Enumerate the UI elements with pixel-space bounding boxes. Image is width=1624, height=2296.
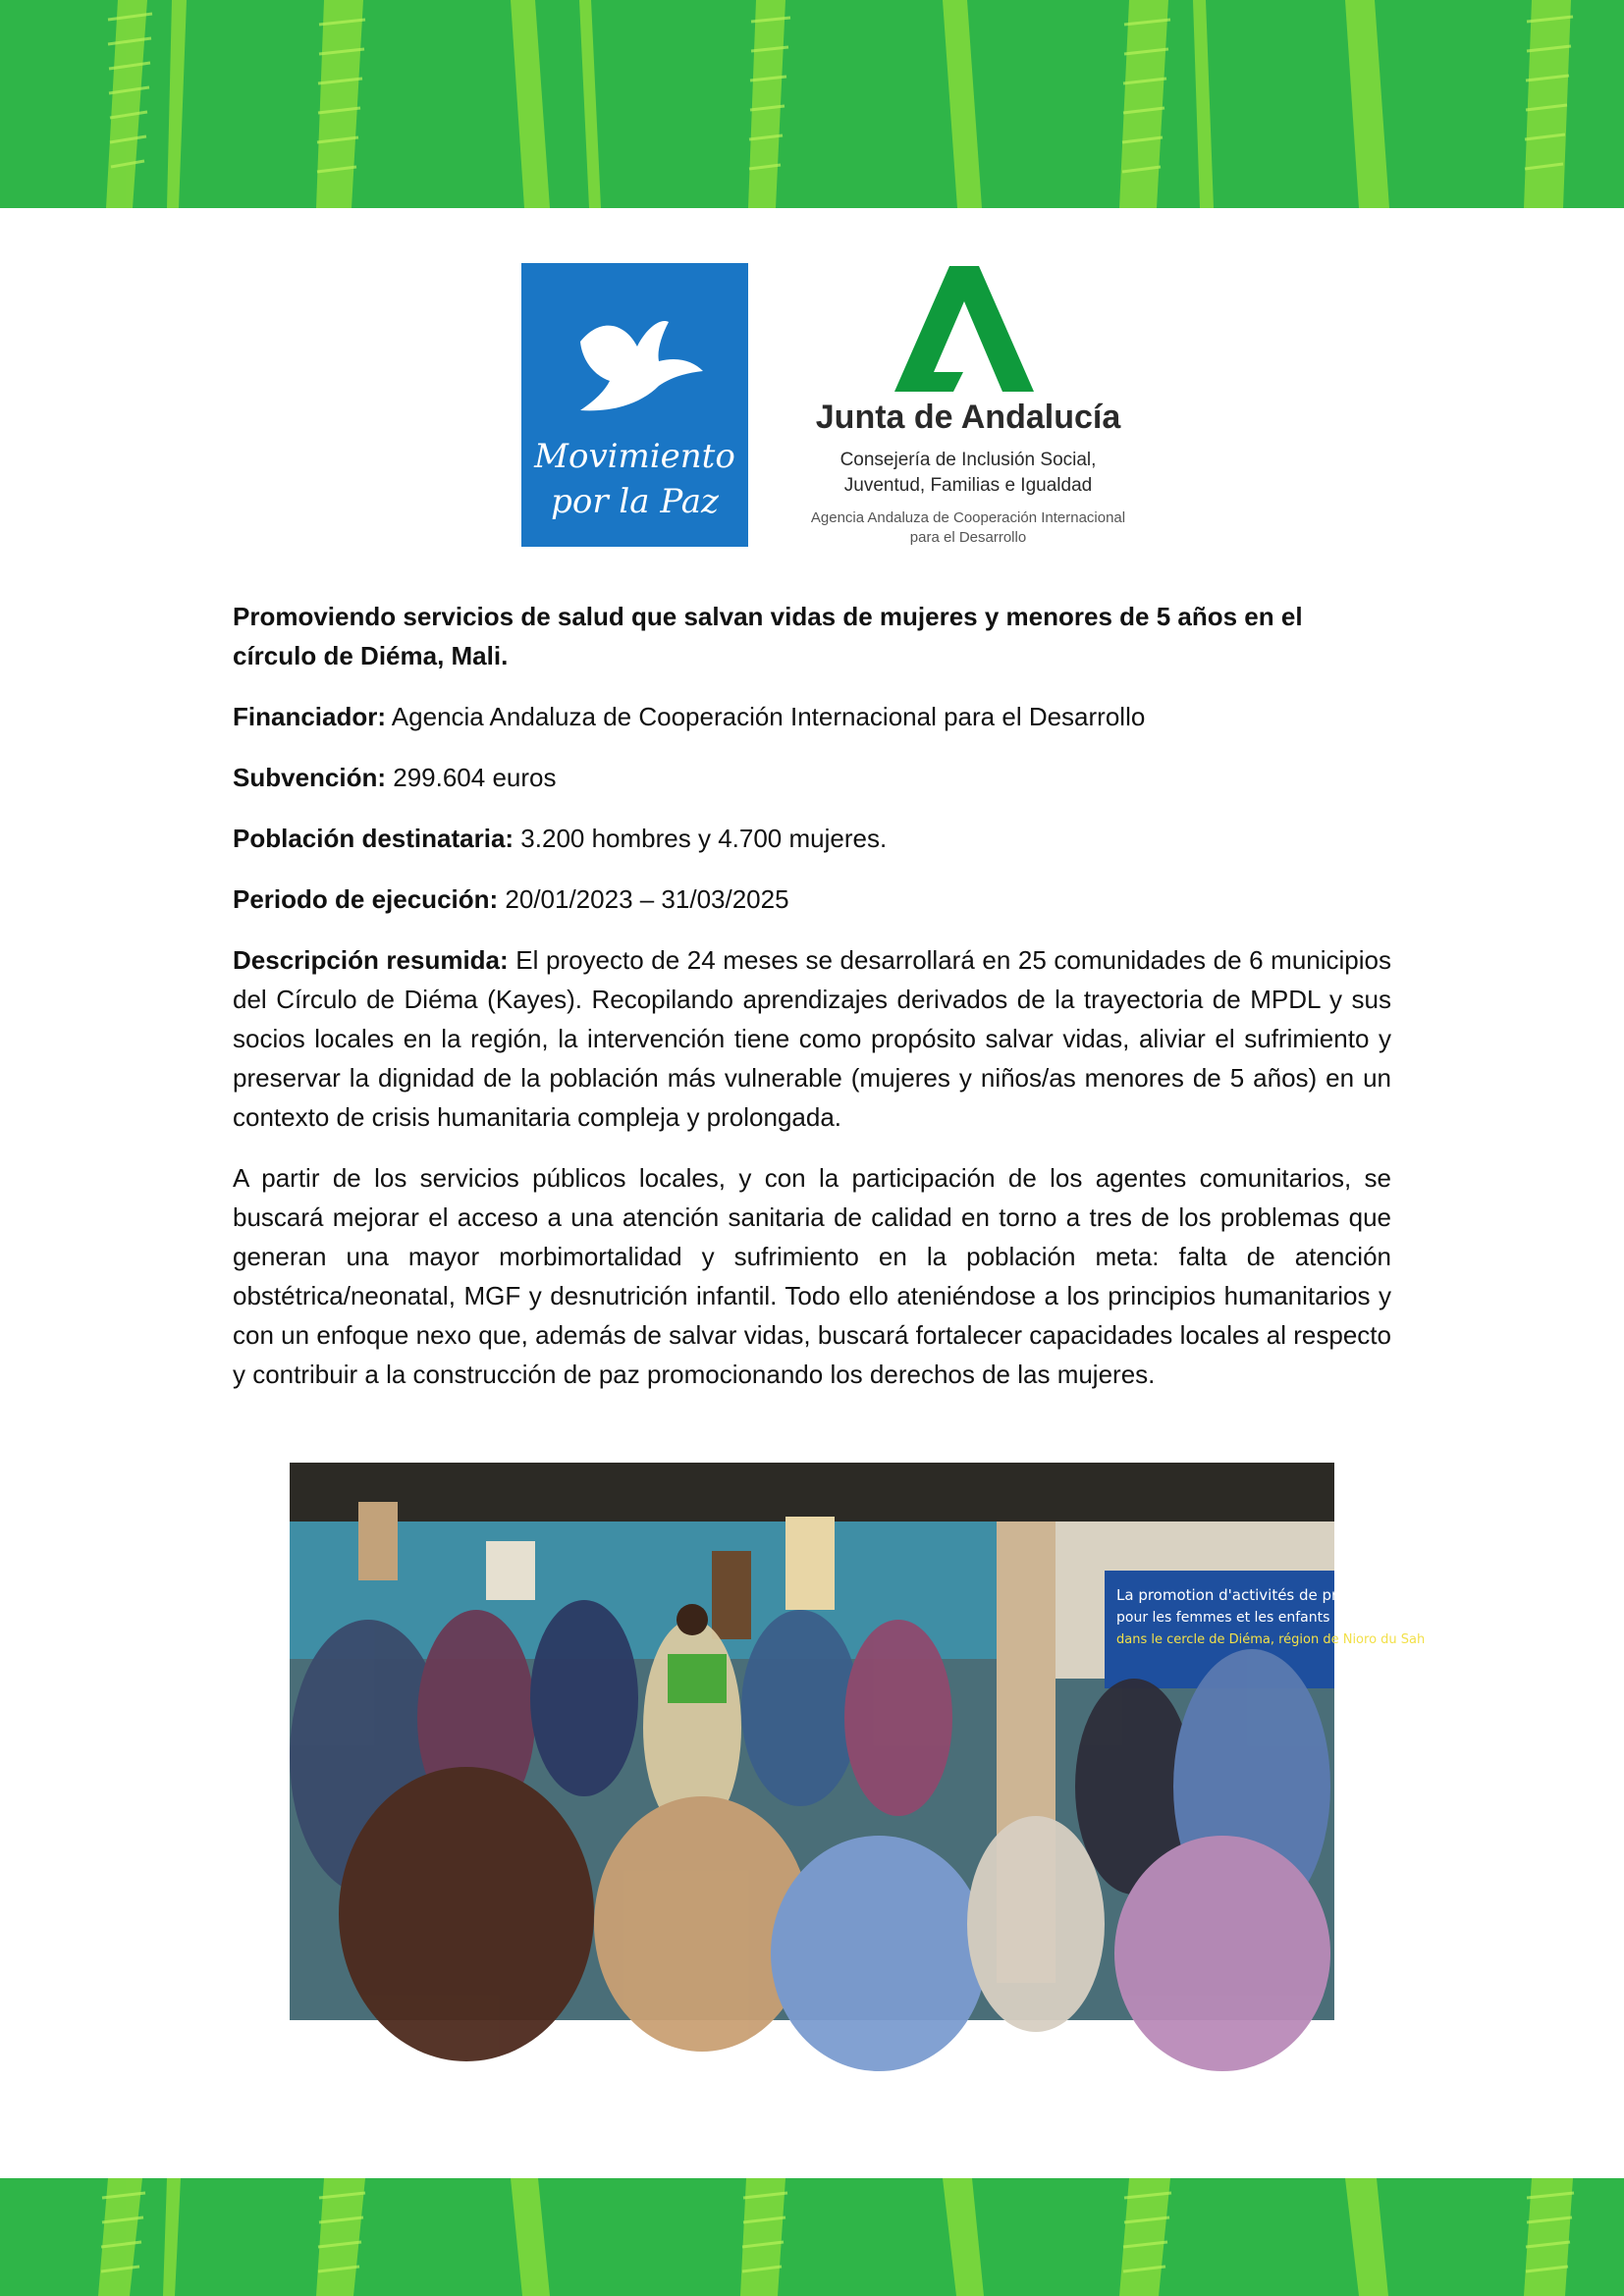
banner-line1: La promotion d'activités de promotion de la sa [1116,1586,1461,1604]
field-label: Subvención: [233,763,387,792]
field-subvencion [233,758,1391,797]
field-label: Financiador: [233,702,387,731]
field-periodo [233,880,1391,919]
mpdl-abbreviation: MPDL [616,365,655,381]
document-title: Promoviendo servicios de salud que salvan vidas de mujeres y menores de 5 años en el círculo de Diéma, Mali. [233,602,1303,670]
banner-line3: dans le cercle de Diéma, région de Nioro du Sah [1116,1632,1426,1647]
field-value: 3.200 hombres y 4.700 mujeres. [514,824,888,853]
field-value: 299.604 euros [386,763,557,792]
junta-dept-line2: Juventud, Familias e Igualdad [843,475,1093,496]
description-text: El proyecto de 24 meses se desarrollará en 25 comunidades de 6 municipios del Círculo de Diéma (Kayes). Recopilando aprendizajes derivados de la trayectoria de MPDL y sus socios locales en la región, la intervención tiene como propósito salvar vidas, aliviar el sufrimiento y preservar la dignidad de la población más vulnerable (mujeres y niños/as menores de 5 años) en un contexto de crisis humanitaria compleja y prolongada. [233,945,1392,1132]
junta-title: Junta de Andalucía [815,399,1121,436]
andalucia-a-icon [894,266,1034,392]
junta-department [782,448,1155,499]
junta-andalucia-logo [782,263,1155,548]
footer-decorative-band [0,2178,1624,2296]
junta-agency-line1: Agencia Andaluza de Cooperación Internacional [810,509,1126,526]
community-meeting-photo [290,1463,1461,2020]
mpdl-logo [521,263,748,547]
header-decorative-band [0,0,1624,208]
mpdl-name-line1: Movimiento [534,437,735,476]
photo-illustration [290,1463,1461,2020]
logos-row [0,263,1624,548]
field-financiador [233,697,1391,736]
field-value: 20/01/2023 – 31/03/2025 [498,884,789,914]
description-label: Descripción resumida: [233,945,509,975]
field-label: Población destinataria: [233,824,514,853]
mpdl-name-line2: por la Paz [551,482,719,521]
stripe-pattern-bottom [0,2178,1624,2296]
junta-agency [782,508,1155,548]
field-value: Agencia Andaluza de Cooperación Internacional para el Desarrollo [386,702,1146,731]
document-body [233,597,1391,1415]
field-poblacion [233,819,1391,858]
field-label: Periodo de ejecución: [233,884,499,914]
junta-dept-line1: Consejería de Inclusión Social, [839,450,1097,470]
description-paragraph [233,940,1391,1137]
body-paragraph-2: A partir de los servicios públicos locales, y con la participación de los agentes comunitarios, se buscará mejorar el acceso a una atención sanitaria de calidad en torno a tres de los problemas que generan una mayor morbimortalidad y sufrimiento en la población meta: falta de atención obstétrica/neonatal, MGF y desnutrición infantil. Todo ello ateniéndose a los principios humanitarios y con un enfoque nexo que, además de salvar vidas, buscará fortalecer capacidades locales al respecto y contribuir a la construcción de paz promocionando los derechos de las mujeres. [233,1163,1391,1389]
banner-line2: pour les femmes et les enfants de moins d [1116,1610,1411,1626]
stripe-pattern-top [0,0,1624,208]
junta-agency-line2: para el Desarrollo [909,529,1027,546]
mpdl-name [521,434,748,524]
